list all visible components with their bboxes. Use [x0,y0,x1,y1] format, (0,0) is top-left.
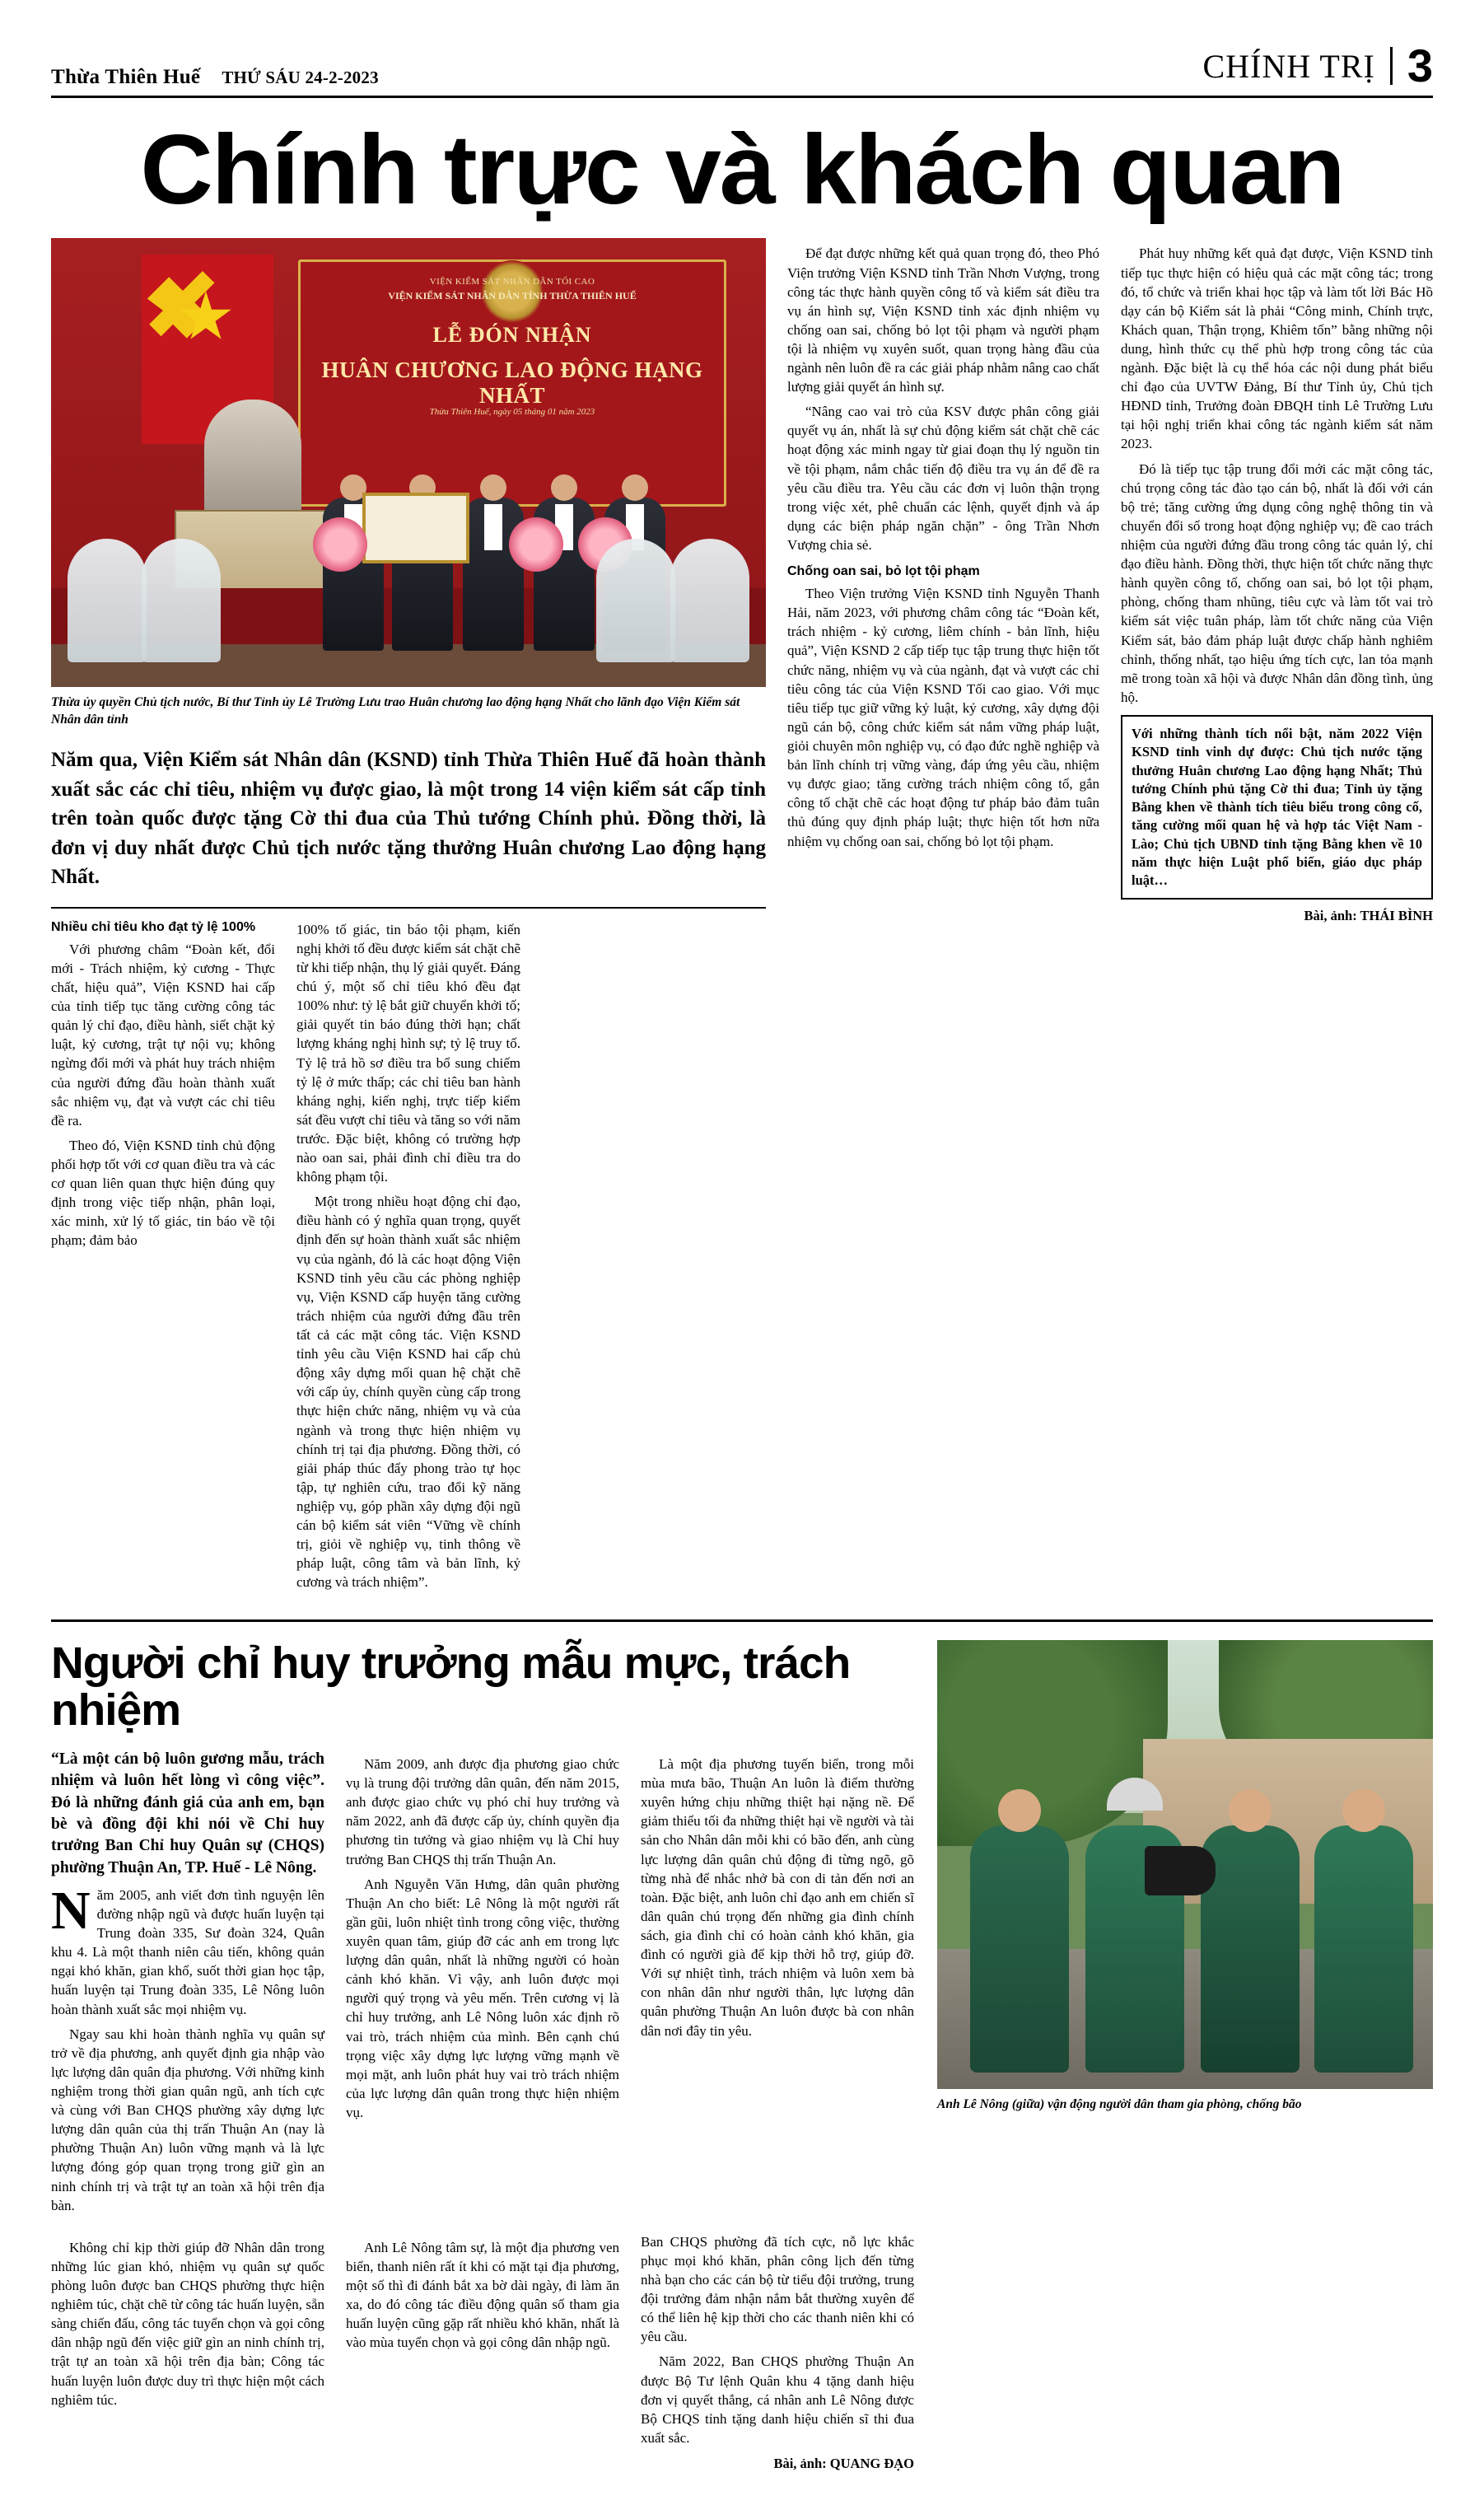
lead-divider [51,907,766,909]
article2-col-1 [51,1749,324,2221]
megaphone-icon [1145,1846,1216,1895]
article2-photo-block [937,1640,1433,2114]
issue-date: THỨ SÁU 24-2-2023 [222,68,379,87]
person-figure [1201,1825,1300,2073]
person-figure [463,498,524,651]
paragraph: Phát huy những kết quả đạt được, Viện KSND tỉnh tiếp tục thực hiện có hiệu quả các mặt công tác; trong đó, tổ chức và triển khai học tập và làm tốt lời Bác Hồ dạy cán bộ Kiểm sát là phải “Công minh, Chính trực, Khách quan, Thận trọng, Khiêm tốn” bằng những nội dung, hình thức cụ thể phù hợp trong công tác của ngành. Đặc biệt là cụ thể hóa các nội dung phát biểu chỉ đạo của UVTW Đảng, Bí thư Tỉnh ủy, Chủ tịch HĐND tỉnh, Trưởng đoàn ĐBQH tỉnh Lê Trường Lưu tại hội nghị triển khai công tác ngành kiểm sát năm 2023. [1121,245,1433,452]
article1-left-column [51,238,766,1597]
article2-col-5 [346,2232,619,2472]
article1-lead: Năm qua, Viện Kiểm sát Nhân dân (KSND) tỉnh Thừa Thiên Huế đã hoàn thành xuất sắc các chỉ tiêu, nhiệm vụ được giao, là một trong 14 viện kiểm sát cấp tỉnh trên toàn quốc được tặng Cờ thi đua của Thủ tướng Chính phủ. Đồng thời, là đơn vị duy nhất được Chủ tịch nước tặng thưởng Huân chương Lao động hạng Nhất. [51,749,766,889]
flower-wreath [596,539,675,662]
paragraph: Năm 2005, anh viết đơn tình nguyện lên đường nhập ngũ và được huấn luyện tại Trung đoàn 335, Sư đoàn 324, Quân khu 4. Là một thanh niên câu tiến, không quản ngại khó khăn, gian khổ, suốt thời gian học tập, huấn luyện tại Trung đoàn 335, Lê Nông luôn hoàn thành xuất sắc mọi nhiệm vụ. [51,1880,324,2017]
banner-line-5: Thừa Thiên Huế, ngày 05 tháng 01 năm 2023 [429,407,595,418]
paper-name: Thừa Thiên Huế [51,66,201,88]
flower-wreath [670,539,749,662]
tree-foliage [937,1640,1168,1846]
article2-bottom-columns [51,2232,1433,2472]
banner-line-1: VIỆN KIỂM SÁT NHÂN DÂN TỐI CAO [429,277,595,287]
article2-col-4 [51,2232,324,2472]
masthead [51,40,1433,98]
banner-line-4: HUÂN CHƯƠNG LAO ĐỘNG HẠNG NHẤT [321,358,703,409]
article2-col-3 [641,1749,914,2221]
masthead-right [1202,40,1433,91]
paragraph: Một trong nhiều hoạt động chỉ đạo, điều hành có ý nghĩa quan trọng, quyết định đến sự hoàn thành xuất sắc nhiệm vụ của ngành, đó là các hoạt động Viện KSND tỉnh yêu cầu các phòng nghiệp vụ, Viện KSND cấp huyện tăng cường trách nhiệm của người đứng đầu trên tất cả các mặt công tác. Viện KSND tỉnh yêu cầu Viện KSND hai cấp chủ động xây dựng mối quan hệ chặt chẽ với cấp ủy, chính quyền cùng cấp trong thực hiện chức năng, nhiệm vụ và của ngành và trong thực hiện nhiệm vụ chính trị tại địa phương. Đồng thời, có giải pháp thúc đẩy phong trào tự học tập, tự nghiên cứu, trao đổi kỹ năng nghiệp vụ, góp phần xây dựng đội ngũ cán bộ kiểm sát viên “Vững về chính trị, giỏi về nghiệp vụ, tinh thông về pháp luật, công tâm và bản lĩnh, kỷ cương và trách nhiệm”. [296,1194,520,1591]
article1-subheading-1: Nhiều chỉ tiêu kho đạt tỷ lệ 100% [51,919,256,934]
article1-subheading-2: Chống oan sai, bỏ lọt tội phạm [787,564,980,579]
person-figure [1314,1825,1413,2073]
article1-body [51,238,1433,1597]
paragraph: Anh Nguyễn Văn Hưng, dân quân phường Thuận An cho biết: Lê Nông là một người rất gần gũi, luôn nhiệt tình trong công việc, thường xuyên quan tâm, giúp đỡ các anh em trong lực lượng dân quân, nhất là những người có hoàn cảnh khó khăn. Vì vậy, anh luôn được mọi người quý trọng và yêu mến. Trên cương vị là chỉ huy trưởng, anh Lê Nông luôn xác định rõ vai trò, trách nhiệm của mình. Bên cạnh chú trọng việc xây dựng lực lượng vững mạnh về mọi mặt, anh luôn phát huy vai trò trách nhiệm của lực lượng dân quân trong thực hiện nhiệm vụ. [346,1876,619,2120]
article1-highlight-box: Với những thành tích nổi bật, năm 2022 Viện KSND tỉnh vinh dự được: Chủ tịch nước tặng thưởng Huân chương Lao động hạng Nhất; Thủ tướng Chính phủ tặng Cờ thi đua; Tỉnh ủy tặng Bằng khen về thành tích tiêu biểu trong công cố, tăng cường mối quan hệ và hợp tác Việt Nam - Lào; Chủ tịch UBND tỉnh tặng Bằng khen về 10 năm thực hiện Luật phổ biến, giáo dục pháp luật… [1121,715,1433,900]
article2-columns [51,1749,916,2221]
paragraph: Đó là tiếp tục tập trung đổi mới các mặt công tác, chú trọng công tác đào tạo cán bộ, nhất là đối với cán bộ trẻ; tăng cường ứng dụng công nghệ thông tin và chuyển đổi số trong hoạt động nghiệp vụ; đề cao trách nhiệm của người đứng đầu trong công tác quản lý, chỉ đạo điều hành. Đồng thời, thực hiện tốt chức năng thực hành quyền công tố, chống oan sai, bỏ lọt tội phạm, phòng, chống tham nhũng, tiêu cực và làm tốt vai trò kiểm sát việc tuân pháp, làm tốt chức năng của Viện Kiểm sát, bảo đảm pháp luật được chấp hành nghiêm chỉnh, thống nhất, tạo hiệu ứng tích cực, lan tỏa mạnh mẽ trong toàn xã hội và được Nhân dân đồng tình, ủng hộ. [1121,460,1433,705]
paragraph: Ban CHQS phường đã tích cực, nỗ lực khắc phục mọi khó khăn, phân công lịch đến từng nhà bạn cho các cán bộ từ tiểu đội trưởng, trung đội trưởng đảm nhận nắm bắt thường xuyên để có thể liên hệ kịp thời cho các thanh niên khi có yêu cầu. [641,2233,914,2345]
article2-byline: Bài, ảnh: QUANG ĐẠO [773,2455,914,2471]
article1-photo-block [51,238,766,729]
paragraph: Năm 2009, anh được địa phương giao chức vụ là trung đội trưởng dân quân, đến năm 2015, anh được giao chức vụ phó chỉ huy trưởng và năm 2022, anh đã được cấp ủy, chính quyền địa phương tin tưởng và giao nhiệm vụ là Chỉ huy trưởng Ban CHQS thị trấn Thuận An. [346,1756,619,1867]
article1-columns [51,920,766,1598]
paragraph: Là một địa phương tuyến biển, trong mỗi mùa mưa bão, Thuận An luôn là điểm thường xuyên hứng chịu những thiệt hại nặng nề. Để giảm thiểu tối đa những thiệt hại về người và tài sản cho Nhân dân mỗi khi có bão đến, anh cùng lực lượng dân quân chủ động đi từng ngõ, gõ từng nhà để nhắc nhở bà con di tản đến nơi an toàn. Đặc biệt, anh luôn chỉ đạo anh em chiến sĩ dân quân chú trọng đến những gia đình chính sách, gia đình chỉ có hoàn cảnh khó khăn, gia đình có người già để kịp thời hỗ trợ, giúp đỡ. Với sự nhiệt tình, trách nhiệm và luôn xem bà con nhân dân như người thân, lực lượng dân quân phường Thuận An luôn được bà con nhân dân nơi đây tin yêu. [641,1756,914,2039]
paragraph: Theo Viện trưởng Viện KSND tỉnh Nguyễn Thanh Hải, năm 2023, với phương châm công tác “Đoàn kết, trách nhiệm - kỷ cương, liêm chính - bản lĩnh, hiệu quả”, Viện KSND 2 cấp tiếp tục tập trung thực hiện tốt chức năng, nhiệm vụ và của ngành, đạt và vượt các chỉ tiêu công tác của Viện KSND Tối cao giao. Với mục tiêu tiếp tục giữ vững kỷ luật, kỷ cương, xây dựng đội ngũ cán bộ, công chức kiểm sát nắm vững pháp luật, giỏi chuyên môn nghiệp vụ, có đạo đức nghề nghiệp và bản lĩnh chính trị vững vàng, đáp ứng yêu cầu, nhiệm vụ được giao; tăng cường trách nhiệm công tố, gắn công tố chặt chẽ các hoạt động tư pháp bảo đảm tuân thủ đúng quy định pháp luật; thực hiện tốt hơn nữa nhiệm vụ chống oan sai, chống bỏ lọt tội phạm. [787,586,1099,849]
masthead-divider [1390,47,1393,85]
article1-byline: Bài, ảnh: THÁI BÌNH [1304,908,1433,924]
article1-col-3 [542,920,766,1598]
masthead-left [51,66,379,89]
article2-photo-caption: Anh Lê Nông (giữa) vận động người dân tham gia phòng, chống bão [937,2096,1302,2111]
article2-standfirst: “Là một cán bộ luôn gương mẫu, trách nhiệm và luôn hết lòng vì công việc”. Đó là những đánh giá của anh em, bạn bè và đồng đội khi nói về Chỉ huy trưởng Ban Chỉ huy Quân sự (CHQS) phường Thuận An, TP. Huế - Lê Nông. [51,1750,324,1876]
article-divider [51,1619,1433,1622]
paragraph: Anh Lê Nông tâm sự, là một địa phương ven biển, thanh niên rất ít khi có mặt tại địa phương, một số thì đi đánh bắt xa bờ dài ngày, đi làm ăn xa, do đó công tác điều động quân số tham gia huấn luyện cũng gặp rất nhiều khó khăn, nhất là vào mùa tuyển chọn và gọi công dân nhập ngũ. [346,2239,619,2351]
flower-wreath [142,539,221,662]
article1-col-1 [51,920,275,1598]
article1-photo-caption: Thừa ủy quyền Chủ tịch nước, Bí thư Tỉnh ủy Lê Trường Lưu trao Huân chương lao động hạng Nhất cho lãnh đạo Viện Kiểm sát Nhân dân tỉnh [51,695,740,727]
paragraph: Không chỉ kịp thời giúp đỡ Nhân dân trong những lúc gian khó, nhiệm vụ quân sự quốc phòng luôn được ban CHQS phường thực hiện nghiêm túc, chặt chẽ từ công tác huấn luyện, sẵn sàng chiến đấu, công tác tuyển chọn và gọi công dân nhập ngũ đến việc giữ gìn an ninh chính trị, trật tự an toàn xã hội trên địa bàn; Công tác huấn luyện luôn được duy trì thực hiện một cách nghiêm túc. [51,2239,324,2408]
article1-headline: Chính trực và khách quan [140,115,1344,225]
article1-col-5 [1121,238,1433,924]
article2-left [51,1640,916,2221]
ceremony-photo [51,238,766,687]
paragraph: Năm 2022, Ban CHQS phường Thuận An được Bộ Tư lệnh Quân khu 4 tặng danh hiệu đơn vị quyết thắng, cá nhân anh Lê Nông được Bộ CHQS tỉnh tặng danh hiệu chiến sĩ thi đua xuất sắc. [641,2353,914,2446]
article2-col-2 [346,1749,619,2221]
paragraph: Ngay sau khi hoàn thành nghĩa vụ quân sự trở về địa phương, anh quyết định gia nhập vào lực lượng dân quân địa phương. Với những kinh nghiệm trong thời gian quân ngũ, anh tích cực và cùng với Ban CHQS phường xây dựng lực lượng dân quân của thị trấn Thuận An (nay là phường Thuận An) luôn vững mạnh và là lực lượng đóng góp quan trọng trong giữ gìn an ninh chính trị và trật tự an toàn xã hội trên địa bàn. [51,2026,324,2213]
banner-line-3: LỄ ĐÓN NHẬN [432,323,592,348]
banner-line-2: VIỆN KIỂM SÁT NHÂN DÂN TỈNH THỪA THIÊN HUẾ [388,290,637,302]
flower-bouquet [509,517,563,572]
flower-wreath [68,539,147,662]
article2 [51,1640,1433,2221]
ceremony-banner [298,259,726,507]
article2-col-6 [641,2232,914,2472]
person-figure [970,1825,1069,2073]
article1-col-2 [296,920,520,1598]
paragraph: Theo đó, Viện KSND tỉnh chủ động phối hợp tốt với cơ quan điều tra và các cơ quan liên quan thực hiện đúng quy định trong việc tiếp nhận, phân loại, xác minh, xử lý tố giác, tin báo về tội phạm; đảm bảo [51,1137,275,1249]
paragraph: Để đạt được những kết quả quan trọng đó, theo Phó Viện trưởng Viện KSND tỉnh Trần Nhơn Vượng, trong công tác thực hành quyền công tố và kiểm sát điều tra vụ án hình sự, Viện KSND tỉnh xác định nhiệm vụ chống oan sai, chống bỏ lọt tội phạm và người phạm tội là nhiệm vụ xuyên suốt, quan trọng hàng đầu của ngành nên luôn đề ra các giải pháp nhằm nâng cao chất lượng giải quyết án hình sự. [787,245,1099,395]
paragraph: Với phương châm “Đoàn kết, đổi mới - Trách nhiệm, kỷ cương - Thực chất, hiệu quả”, Viện KSND hai cấp của tỉnh tiếp tục tăng cường công tác quản lý chỉ đạo, điều hành, siết chặt kỷ luật, kỷ cương, trật tự nội vụ; không ngừng đổi mới và phát huy trách nhiệm của người đứng đầu hoàn thành xuất sắc nhiệm vụ, đạt và vượt các chỉ tiêu đề ra. [51,941,275,1129]
paragraph: 100% tố giác, tin báo tội phạm, kiến nghị khởi tố đều được kiểm sát chặt chẽ từ khi tiếp nhận, thụ lý giải quyết. Đáng chú ý, một số chỉ tiêu khó đều đạt 100% như: tỷ lệ bắt giữ chuyển khởi tố; giải quyết tin báo đúng thời hạn; chất lượng kháng nghị hình sự; tỷ lệ truy tố. Tỷ lệ trả hồ sơ điều tra bổ sung chiếm tỷ lệ ở mức thấp; các chỉ tiêu ban hành kháng nghị, kiến nghị, trực tiếp kiểm sát đều vượt chỉ tiêu và tăng so với năm trước. Đặc biệt, không có trường hợp nào oan sai, phải đình chỉ điều tra do không phạm tội. [296,921,520,1185]
section-name: CHÍNH TRỊ [1202,47,1375,85]
certificate [362,493,469,563]
article1-col-4 [787,238,1099,856]
page-number: 3 [1407,40,1433,91]
article2-headline: Người chỉ huy trưởng mẫu mực, trách nhiệm [51,1638,851,1735]
flower-bouquet [313,517,367,572]
ho-chi-minh-bust [204,400,301,523]
dan-quan-photo [937,1640,1433,2089]
paragraph: “Nâng cao vai trò của KSV được phân công giải quyết vụ án, nhất là sự chủ động kiểm sát chặt chẽ các hoạt động xác minh ngay từ giai đoạn thụ lý nguồn tin về tội phạm, nắm chắc tiến độ điều tra vụ án để đề ra yêu cầu điều tra. Yêu cầu các đơn vị luôn thận trọng trong việc xét, phê chuẩn các lệnh, quyết định và áp dụng các biện pháp ngăn chặn” - ông Trần Nhơn Vượng chia sẻ. [787,404,1099,554]
